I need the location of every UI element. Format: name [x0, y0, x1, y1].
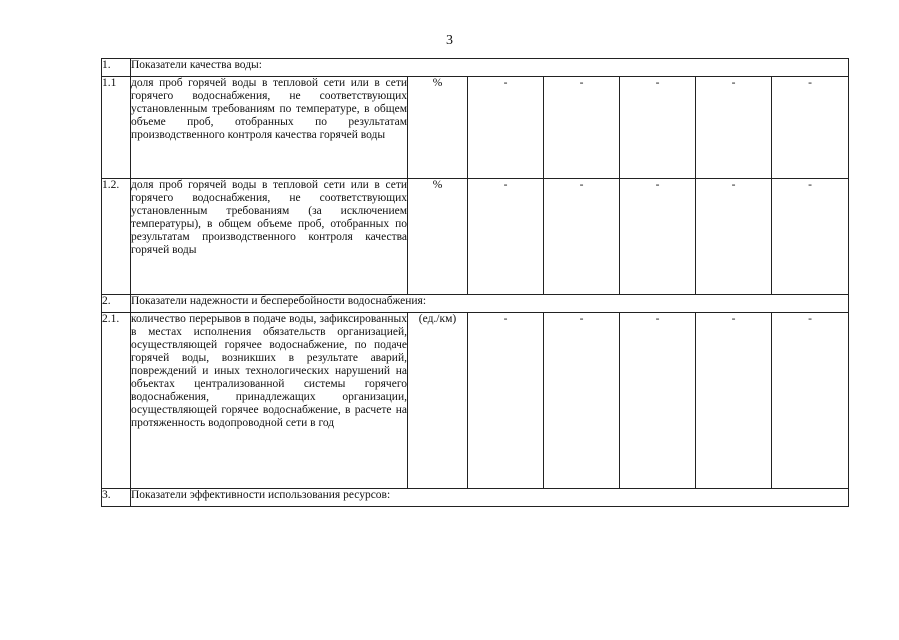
row-value: - [772, 179, 849, 295]
row-value: - [696, 313, 772, 489]
section-title: Показатели надежности и бесперебойности водоснабжения: [131, 295, 849, 313]
row-value: - [544, 77, 620, 179]
row-value: - [620, 77, 696, 179]
row-value: - [620, 313, 696, 489]
row-value: - [544, 313, 620, 489]
row-number: 1.2. [102, 179, 131, 295]
row-value: - [696, 77, 772, 179]
row-description: количество перерывов в подаче воды, зафиксированных в местах исполнения обязательств организацией, осуществляющей горячее водоснабжение, по подаче горячей воды, возникших в результате аварий, повреждений и иных технологических нарушений на объектах централизованной системы горячего водоснабжения, принадлежащих организации, осуществляющей горячее водоснабжение, в расчете на протяженность водопроводной сети в год [131, 313, 408, 489]
section-row [102, 295, 849, 313]
section-title: Показатели эффективности использования ресурсов: [131, 489, 849, 507]
row-number: 1.1 [102, 77, 131, 179]
row-description: доля проб горячей воды в тепловой сети или в сети горячего водоснабжения, не соответствующих установленным требованиям (за исключением температуры), в общем объеме проб, отобранных по результатам производственного контроля качества горячей воды [131, 179, 408, 295]
section-number: 3. [102, 489, 131, 507]
row-value: - [772, 77, 849, 179]
row-value: - [696, 179, 772, 295]
row-value: - [772, 313, 849, 489]
section-row [102, 59, 849, 77]
row-value: - [468, 179, 544, 295]
row-value: - [468, 313, 544, 489]
row-description: доля проб горячей воды в тепловой сети или в сети горячего водоснабжения, не соответствующих установленным требованиям по температуре, в общем объеме проб, отобранных по результатам производственного контроля качества горячей воды [131, 77, 408, 179]
table-row [102, 313, 849, 489]
row-number: 2.1. [102, 313, 131, 489]
section-number: 2. [102, 295, 131, 313]
row-unit: (ед./км) [408, 313, 468, 489]
indicators-table [101, 58, 849, 507]
row-unit: % [408, 77, 468, 179]
section-row [102, 489, 849, 507]
row-unit: % [408, 179, 468, 295]
section-number: 1. [102, 59, 131, 77]
row-value: - [544, 179, 620, 295]
table-row [102, 77, 849, 179]
page-number: 3 [446, 33, 453, 48]
section-title: Показатели качества воды: [131, 59, 849, 77]
table-row [102, 179, 849, 295]
row-value: - [620, 179, 696, 295]
row-value: - [468, 77, 544, 179]
